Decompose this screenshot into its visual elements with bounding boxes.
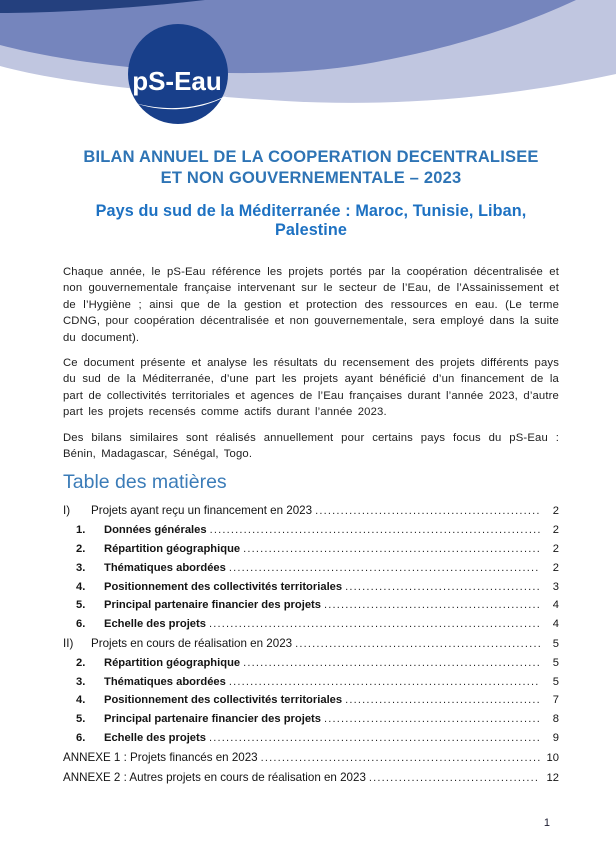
toc-dot-leader (243, 543, 540, 555)
toc-entry-label: Répartition géographique (104, 656, 241, 669)
toc-dot-leader (315, 505, 540, 517)
toc-entry-number: 4. (76, 694, 86, 707)
toc-entry-label: Positionnement des collectivités territoriales (104, 580, 343, 593)
intro-paragraphs (63, 264, 559, 462)
toc-entry-label: Répartition géographique (104, 543, 241, 556)
toc-entry-page: 9 (552, 732, 559, 745)
page-content (63, 140, 559, 790)
toc-entry[interactable] (63, 751, 559, 764)
toc-entry-page: 2 (552, 561, 559, 574)
toc-entry-label: Echelle des projets (104, 618, 206, 631)
toc-entry-page: 4 (552, 599, 559, 612)
toc-entry-page: 2 (552, 505, 559, 518)
toc-entry-page: 2 (552, 524, 559, 537)
toc-entry-number: 2. (76, 656, 86, 669)
toc-dot-leader (345, 581, 540, 593)
toc-entry-page: 7 (552, 694, 559, 707)
toc-dot-leader (345, 694, 540, 706)
toc-entry-number: 5. (76, 599, 86, 612)
toc-entry-number: 2. (76, 543, 86, 556)
toc-entry[interactable] (63, 524, 559, 536)
toc-entry-page: 3 (552, 580, 559, 593)
logo-wordmark: pS-Eau (132, 66, 222, 96)
toc-entry[interactable] (63, 543, 559, 555)
toc-entry[interactable] (63, 618, 559, 630)
toc-entry[interactable] (63, 771, 559, 784)
toc-entry-page: 2 (552, 543, 559, 556)
toc-entry[interactable] (63, 562, 559, 574)
toc-entry-number: 3. (76, 675, 86, 688)
toc-entry-label: Principal partenaire financier des projets (104, 713, 321, 726)
toc-entry-number: II) (63, 637, 74, 651)
toc-entry-page: 5 (552, 675, 559, 688)
toc-entry-label: Projets en cours de réalisation en 2023 (91, 637, 293, 651)
toc-dot-leader (210, 524, 540, 536)
toc-dot-leader (295, 638, 540, 650)
toc-entry-page: 10 (546, 751, 559, 764)
toc-entry-label: Thématiques abordées (104, 561, 226, 574)
paragraph: Chaque année, le pS-Eau référence les projets portés par la coopération décentralisée et non gouvernementale française intervenant sur le secteur de l’Eau, de l’Assainissement et de l’Hygiène ; ainsi que de la gestion et protection des ressources en eau. (Le terme CDNG, pour coopération décentralisée et non gouvernementale, sera employé dans la suite du document). (63, 266, 559, 344)
toc-entry-label: Principal partenaire financier des projets (104, 599, 321, 612)
paragraph: Des bilans similaires sont réalisés annuellement pour certains pays focus du pS-Eau : Bénin, Madagascar, Sénégal, Togo. (63, 431, 559, 461)
toc-entry[interactable] (63, 581, 559, 593)
toc-entry[interactable] (63, 504, 559, 517)
toc-entry[interactable] (63, 657, 559, 669)
toc-entry-number: 3. (76, 561, 86, 574)
toc-entry-label: Positionnement des collectivités territoriales (104, 694, 343, 707)
toc-entry-page: 8 (552, 713, 559, 726)
ps-eau-logo (128, 24, 228, 124)
toc-entry-label: ANNEXE 2 : Autres projets en cours de réalisation en 2023 (63, 770, 366, 784)
table-of-contents (63, 504, 559, 783)
toc-entry[interactable] (63, 732, 559, 744)
toc-entry-page: 4 (552, 618, 559, 631)
title-line-1: BILAN ANNUEL DE LA COOPERATION DECENTRALISEE (83, 148, 539, 166)
toc-heading: Table des matières (63, 471, 227, 494)
toc-entry[interactable] (63, 599, 559, 611)
toc-dot-leader (243, 657, 540, 669)
toc-entry-label: ANNEXE 1 : Projets financés en 2023 (63, 750, 258, 764)
page-number: 1 (543, 817, 550, 829)
toc-entry-number: 6. (76, 618, 86, 631)
toc-entry-label: Thématiques abordées (104, 675, 226, 688)
toc-entry[interactable] (63, 676, 559, 688)
toc-entry-number: I) (63, 504, 71, 518)
header-wave-banner (0, 0, 616, 140)
document-subtitle: Pays du sud de la Méditerranée : Maroc, Tunisie, Liban, Palestine (95, 202, 527, 239)
toc-dot-leader (324, 713, 540, 725)
toc-entry[interactable] (63, 694, 559, 706)
toc-dot-leader (261, 752, 540, 764)
toc-dot-leader (209, 618, 540, 630)
toc-entry-page: 5 (552, 638, 559, 651)
toc-entry-number: 6. (76, 732, 86, 745)
toc-dot-leader (324, 599, 540, 611)
toc-dot-leader (209, 732, 540, 744)
toc-entry-number: 4. (76, 580, 86, 593)
toc-entry-label: Projets ayant reçu un financement en 2023 (91, 504, 313, 518)
toc-dot-leader (229, 562, 540, 574)
toc-entry-page: 5 (552, 656, 559, 669)
title-line-2: ET NON GOUVERNEMENTALE – 2023 (160, 169, 462, 187)
toc-entry-label: Echelle des projets (104, 732, 206, 745)
toc-entry-number: 5. (76, 713, 86, 726)
toc-dot-leader (229, 676, 540, 688)
toc-entry[interactable] (63, 713, 559, 725)
toc-dot-leader (369, 772, 540, 784)
document-title (63, 147, 559, 189)
toc-entry[interactable] (63, 637, 559, 650)
toc-entry-number: 1. (76, 524, 86, 537)
toc-entry-page: 12 (546, 771, 559, 784)
paragraph: Ce document présente et analyse les résultats du recensement des projets différents pays du sud de la Méditerranée, d’une part les projets ayant bénéficié d’un financement de la part de collectivités territoriales et agences de l’Eau françaises durant l’année 2023, d’autre part les projets recensés comme actifs durant l’année 2023. (63, 357, 559, 419)
toc-entry-label: Données générales (104, 524, 207, 537)
